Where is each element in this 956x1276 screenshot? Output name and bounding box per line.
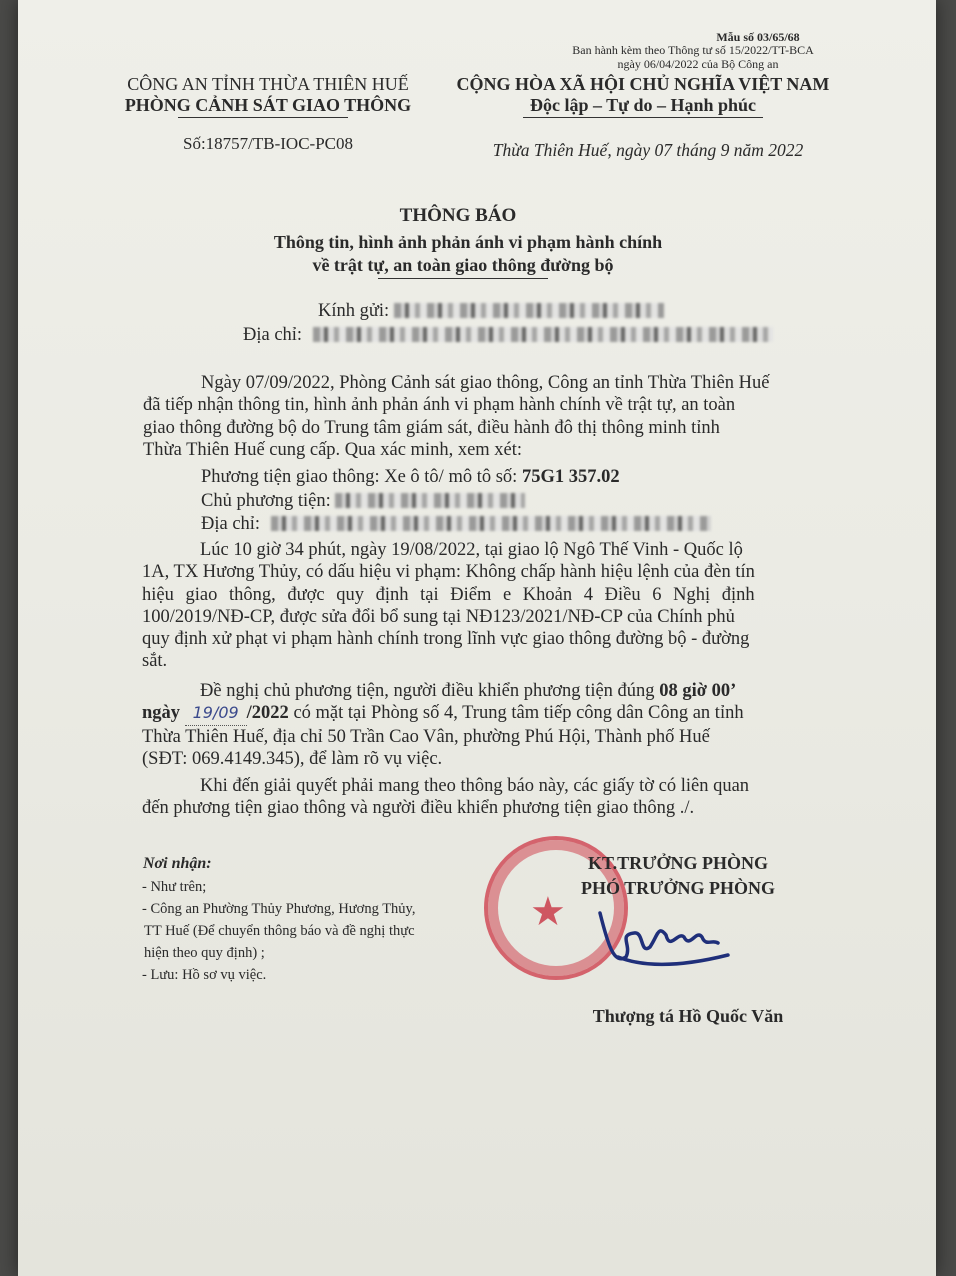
form-issued-line1: Ban hành kèm theo Thông tư số 15/2022/TT-BCA bbox=[572, 43, 814, 57]
paragraph-4 bbox=[142, 775, 862, 820]
title-underline bbox=[378, 278, 548, 279]
owner-address-label: Địa chỉ: bbox=[201, 514, 261, 534]
recipients-heading: Nơi nhận: bbox=[143, 855, 212, 872]
redacted-recipient-name bbox=[394, 303, 664, 318]
place-date: Thừa Thiên Huế, ngày 07 tháng 9 năm 2022 bbox=[492, 140, 804, 160]
recipient-item: hiện theo quy định) ; bbox=[144, 945, 265, 961]
recipient-item: - Lưu: Hồ sơ vụ việc. bbox=[142, 967, 267, 983]
stamp-star-icon: ★ bbox=[530, 889, 566, 934]
form-issued-line2: ngày 06/04/2022 của Bộ Công an bbox=[617, 57, 779, 71]
vehicle-label: Phương tiện giao thông: Xe ô tô/ mô tô số: bbox=[201, 467, 522, 487]
motto-underline bbox=[523, 117, 763, 118]
signature-title-1: KT.TRƯỞNG PHÒNG bbox=[588, 853, 768, 873]
appointment-year: /2022 bbox=[246, 703, 289, 724]
recipient-item: - Công an Phường Thủy Phương, Hương Thủy, bbox=[142, 901, 416, 917]
recipient-item: TT Huế (Để chuyển thông báo và đề nghị thực bbox=[144, 923, 415, 939]
owner-address-line bbox=[201, 513, 711, 535]
form-number: Mẫu số 03/65/68 bbox=[716, 30, 800, 44]
p2-line-1: Lúc 10 giờ 34 phút, ngày 19/08/2022, tại giao lộ Ngô Thế Vinh - Quốc lộ bbox=[200, 540, 743, 560]
p3-line-3: Thừa Thiên Huế, địa chỉ 50 Trần Cao Vân, phường Phú Hội, Thành phố Huế bbox=[142, 726, 710, 747]
p4-line-1: Khi đến giải quyết phải mang theo thông báo này, các giấy tờ có liên quan bbox=[200, 776, 750, 796]
p2-line-3: hiệu giao thông, được quy định tại Điểm e Khoản 4 Điều 6 Nghị định bbox=[142, 584, 755, 605]
document-title: THÔNG BÁO bbox=[399, 205, 517, 226]
agency-underline bbox=[178, 117, 348, 118]
doc-number: Số:18757/TB-IOC-PC08 bbox=[182, 134, 354, 153]
redacted-owner-name bbox=[335, 493, 525, 508]
redacted-recipient-address bbox=[313, 327, 773, 342]
p2-line-4: 100/2019/NĐ-CP, được sửa đổi bổ sung tại NĐ123/2021/NĐ-CP của Chính phủ bbox=[142, 606, 735, 627]
p3-line-1a: Đề nghị chủ phương tiện, người điều khiển phương tiện đúng bbox=[200, 681, 660, 701]
p2-line-2: 1A, TX Hương Thủy, có dấu hiệu vi phạm: Không chấp hành hiệu lệnh của đèn tín bbox=[142, 562, 755, 583]
p1-line-3: giao thông đường bộ do Trung tâm giám sát, điều hành đô thị thông minh tỉnh bbox=[143, 417, 720, 438]
agency-parent: CÔNG AN TỈNH THỪA THIÊN HUẾ bbox=[127, 74, 409, 94]
recipient-to-label: Kính gửi: bbox=[318, 301, 390, 321]
recipient-address-line bbox=[243, 324, 773, 346]
vehicle-line bbox=[201, 466, 620, 488]
p4-line-2: đến phương tiện giao thông và người điều khiển phương tiện giao thông ./. bbox=[142, 798, 695, 819]
p1-line-1: Ngày 07/09/2022, Phòng Cảnh sát giao thông, Công an tỉnh Thừa Thiên Huế bbox=[201, 373, 770, 393]
paragraph-1 bbox=[143, 372, 855, 461]
p1-line-4: Thừa Thiên Huế cung cấp. Qua xác minh, xem xét: bbox=[143, 439, 523, 460]
signer-name: Thượng tá Hồ Quốc Văn bbox=[592, 1006, 784, 1026]
owner-line bbox=[201, 490, 525, 512]
recipients-list bbox=[142, 876, 416, 986]
recipient-line bbox=[318, 300, 664, 322]
p2-line-5: quy định xử phạt vi phạm hành chính trong lĩnh vực giao thông đường bộ - đường bbox=[142, 629, 750, 650]
p1-line-2: đã tiếp nhận thông tin, hình ảnh phản ánh vi phạm hành chính về trật tự, an toàn bbox=[143, 395, 736, 416]
redacted-owner-address bbox=[271, 516, 711, 531]
appointment-date-handwritten: 19/09 bbox=[185, 702, 247, 725]
paragraph-2 bbox=[142, 539, 856, 673]
p3-line-4: (SĐT: 069.4149.345), để làm rõ vụ việc. bbox=[142, 748, 443, 769]
document-subtitle-1: Thông tin, hình ảnh phản ánh vi phạm hành chính bbox=[273, 232, 663, 252]
appointment-time: 08 giờ 00’ bbox=[659, 681, 737, 701]
recipient-item: - Như trên; bbox=[142, 879, 207, 895]
recipient-address-label: Địa chỉ: bbox=[243, 325, 303, 345]
p2-line-6: sắt. bbox=[142, 651, 168, 672]
national-name: CỘNG HÒA XÃ HỘI CHỦ NGHĨA VIỆT NAM bbox=[456, 74, 830, 94]
vehicle-plate: 75G1 357.02 bbox=[521, 467, 620, 487]
p3-line-2c: có mặt tại Phòng số 4, Trung tâm tiếp công dân Công an tỉnh bbox=[288, 703, 744, 724]
owner-label: Chủ phương tiện: bbox=[201, 491, 331, 511]
paragraph-3 bbox=[142, 680, 862, 770]
p3-day-label: ngày bbox=[142, 703, 181, 724]
signature-title-2: PHÓ TRƯỞNG PHÒNG bbox=[580, 878, 775, 898]
agency-name: PHÒNG CẢNH SÁT GIAO THÔNG bbox=[124, 95, 412, 115]
document-subtitle-2: về trật tự, an toàn giao thông đường bộ bbox=[312, 255, 614, 275]
handwritten-signature-icon bbox=[588, 895, 738, 975]
document-page bbox=[18, 0, 936, 1276]
national-motto: Độc lập – Tự do – Hạnh phúc bbox=[529, 95, 757, 115]
